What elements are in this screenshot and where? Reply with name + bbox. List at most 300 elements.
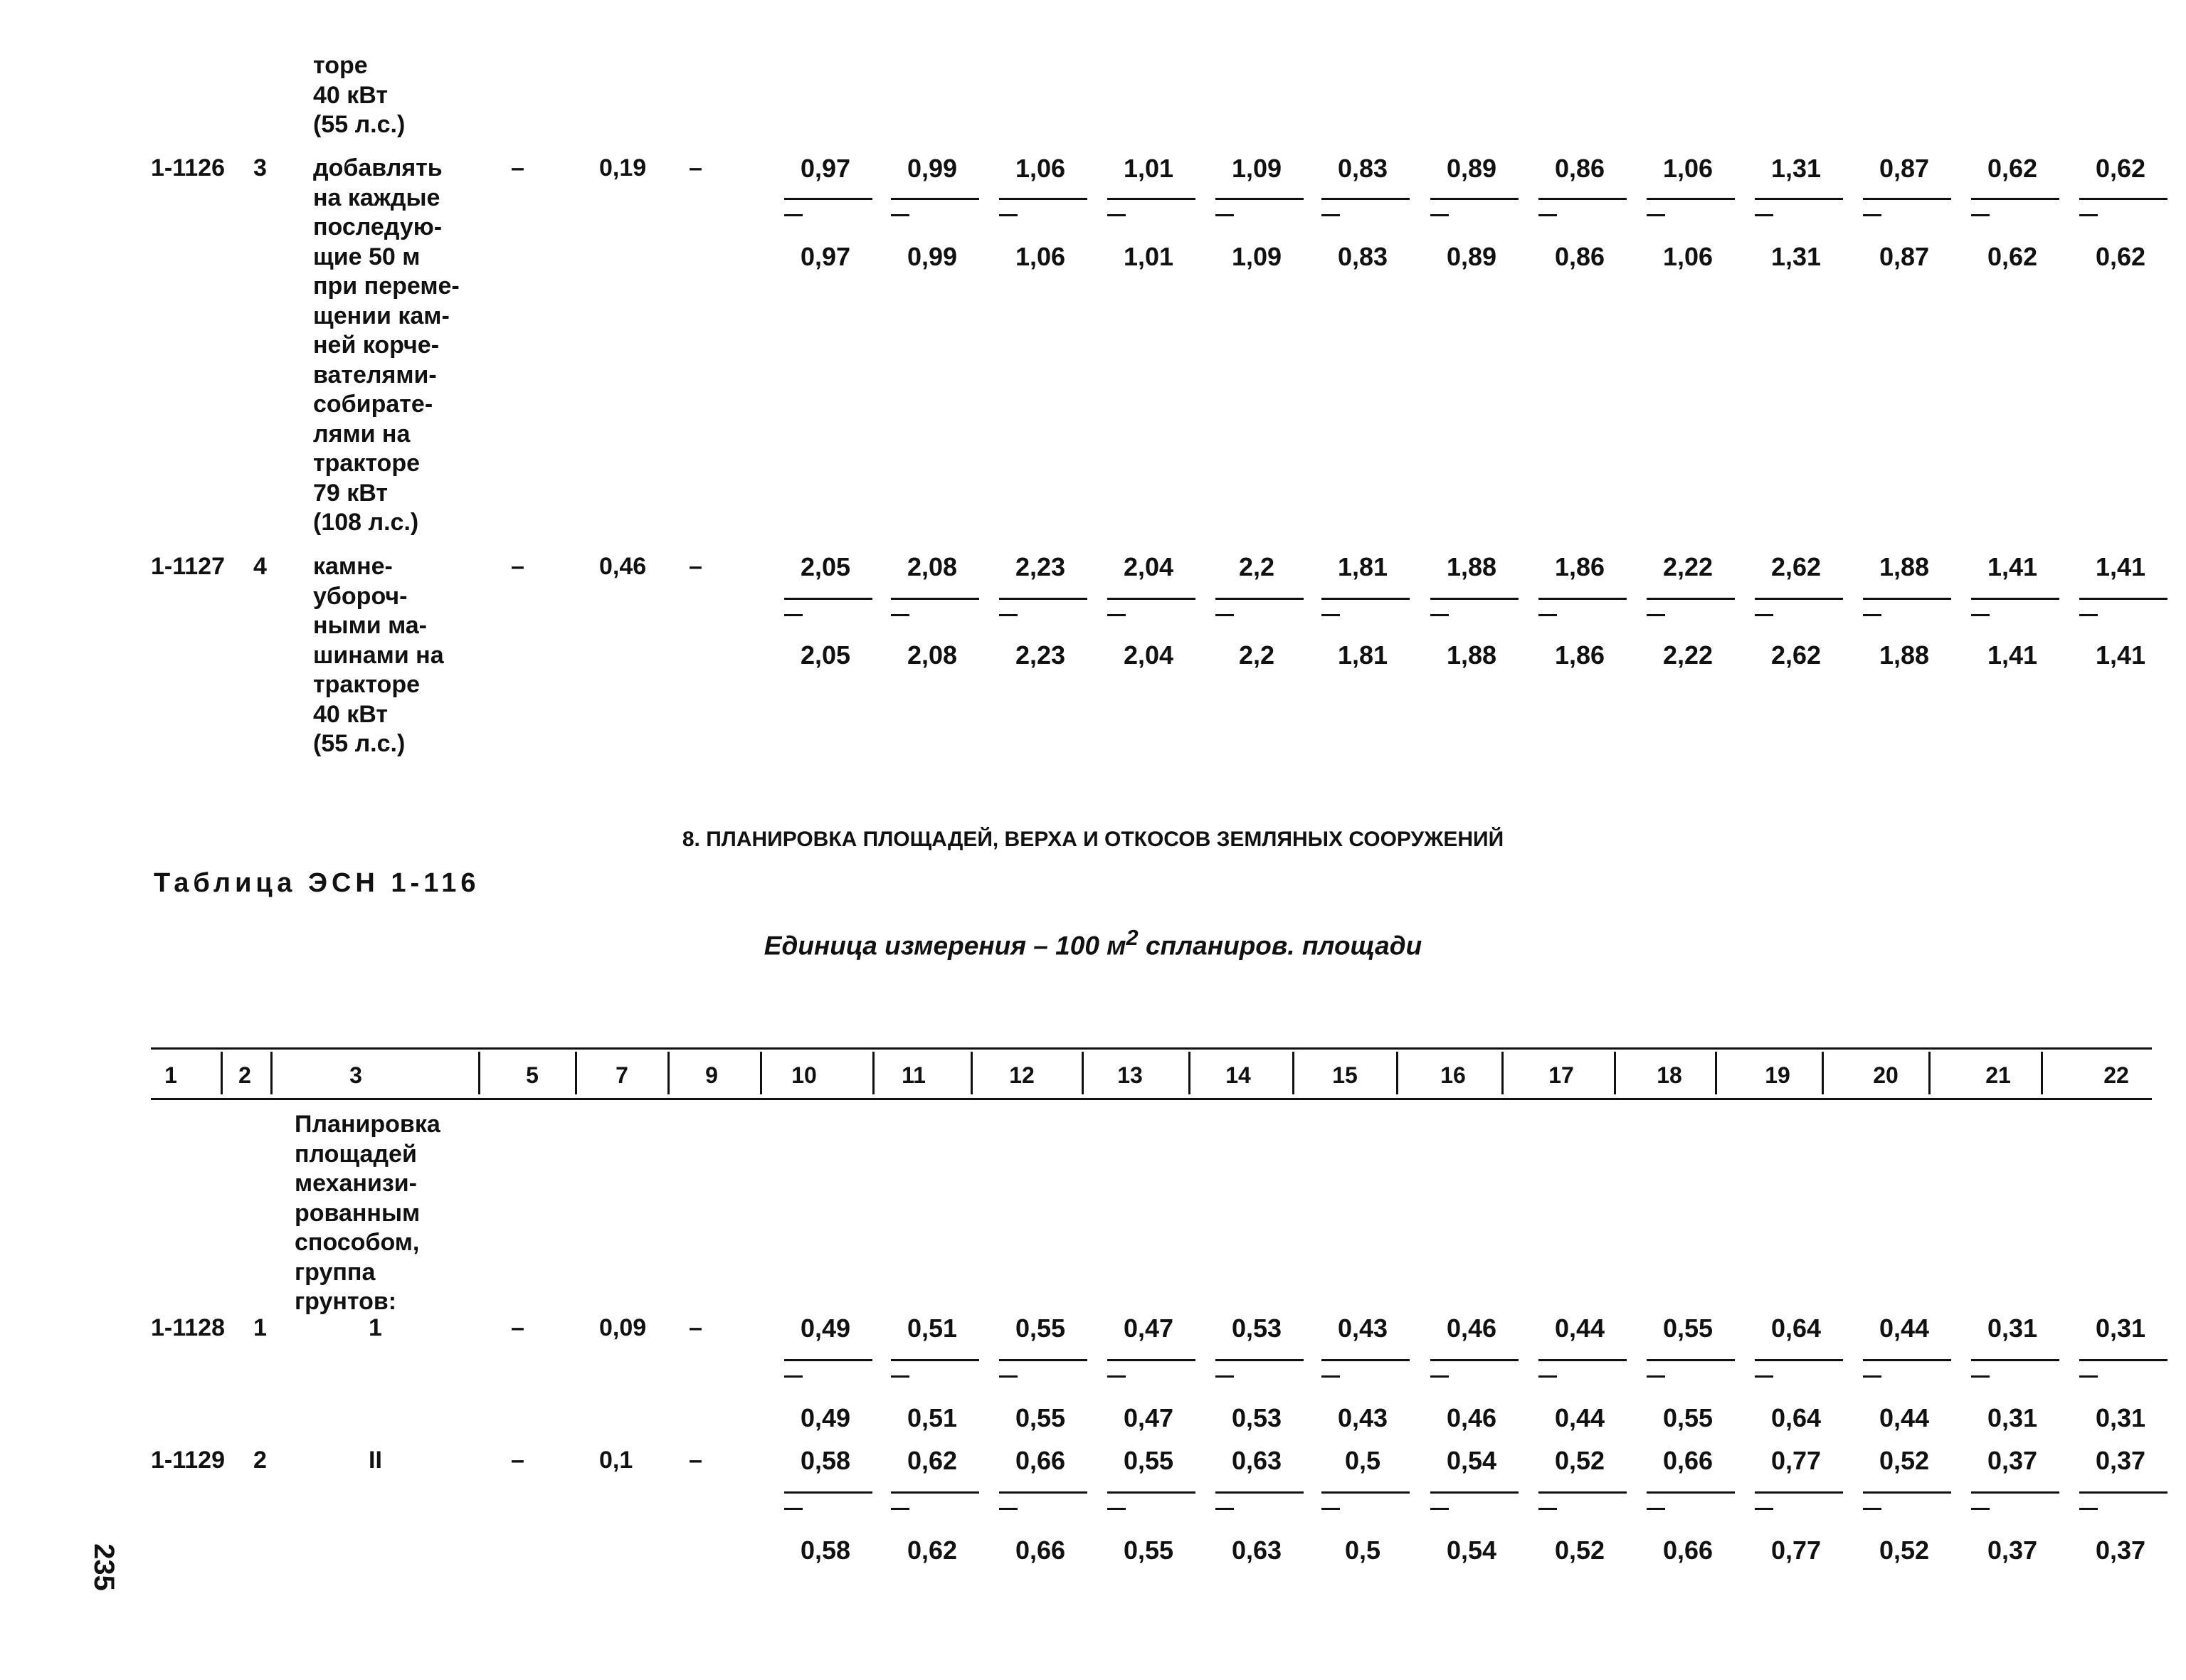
fraction-bar bbox=[1321, 598, 1410, 616]
column-divider bbox=[221, 1052, 223, 1094]
fraction-bar bbox=[999, 198, 1087, 216]
value-numerator: 0,63 bbox=[1231, 1446, 1282, 1475]
fraction-dash bbox=[1971, 1375, 1990, 1378]
fraction-line bbox=[1971, 598, 2059, 600]
value-denominator: 2,62 bbox=[1770, 640, 1822, 670]
fraction-bar bbox=[1321, 1491, 1410, 1510]
fraction-bar bbox=[999, 598, 1087, 616]
fraction-dash bbox=[1215, 1375, 1234, 1378]
column-divider bbox=[760, 1052, 762, 1094]
value-denominator: 0,5 bbox=[1344, 1536, 1381, 1565]
row-col9: – bbox=[689, 1447, 702, 1474]
fraction-line bbox=[1321, 1359, 1410, 1361]
row-code: 1-1129 bbox=[151, 1447, 225, 1474]
value-denominator: 0,53 bbox=[1231, 1403, 1282, 1432]
fraction-bar bbox=[1107, 1359, 1195, 1378]
fraction-bar bbox=[1755, 598, 1843, 616]
fraction-line bbox=[1107, 198, 1195, 200]
value-numerator: 1,06 bbox=[1015, 154, 1066, 183]
fraction-line bbox=[1430, 598, 1519, 600]
fraction-line bbox=[1107, 1359, 1195, 1361]
value-denominator: 0,62 bbox=[907, 1536, 958, 1565]
fraction-line bbox=[1647, 1491, 1735, 1494]
value-numerator: 1,01 bbox=[1123, 154, 1174, 183]
header-cell: 18 bbox=[1657, 1062, 1682, 1088]
fraction-dash bbox=[784, 614, 803, 616]
fraction-dash bbox=[1321, 214, 1340, 216]
fraction-line bbox=[1321, 598, 1410, 600]
table-title: Таблица ЭСН 1-116 bbox=[154, 868, 480, 898]
fraction-line bbox=[1971, 1491, 2059, 1494]
fraction-bar bbox=[1647, 1491, 1735, 1510]
fraction-dash bbox=[1538, 214, 1557, 216]
column-divider bbox=[1188, 1052, 1190, 1094]
fraction-dash bbox=[999, 1508, 1018, 1510]
fraction-bar bbox=[1215, 1359, 1304, 1378]
fraction-dash bbox=[1755, 1375, 1773, 1378]
unit-suffix: спланиров. площади bbox=[1138, 931, 1422, 961]
fraction-bar bbox=[891, 1359, 979, 1378]
value-numerator: 0,87 bbox=[1879, 154, 1930, 183]
fraction-bar bbox=[1538, 598, 1627, 616]
fraction-dash bbox=[891, 614, 909, 616]
column-divider bbox=[872, 1052, 875, 1094]
value-numerator: 0,44 bbox=[1879, 1314, 1930, 1343]
value-denominator: 0,51 bbox=[907, 1403, 958, 1432]
header-cell: 3 bbox=[349, 1062, 362, 1088]
fraction-line bbox=[1863, 1359, 1951, 1361]
fraction-bar bbox=[1538, 1491, 1627, 1510]
value-numerator: 0,86 bbox=[1554, 154, 1605, 183]
row-code: 1-1126 bbox=[151, 154, 225, 181]
header-top-rule bbox=[151, 1047, 2152, 1050]
value-numerator: 1,06 bbox=[1662, 154, 1714, 183]
row-col5: – bbox=[511, 1314, 524, 1341]
fraction-line bbox=[999, 598, 1087, 600]
row-number: 3 bbox=[253, 154, 267, 181]
row-col9: – bbox=[689, 1314, 702, 1341]
row-description: камне- убороч- ными ма- шинами на тракторе 40 кВт (55 л.с.) bbox=[313, 553, 444, 757]
value-numerator: 0,89 bbox=[1446, 154, 1497, 183]
fraction-line bbox=[784, 1359, 872, 1361]
value-denominator: 0,66 bbox=[1015, 1536, 1066, 1565]
column-divider bbox=[971, 1052, 973, 1094]
value-denominator: 1,41 bbox=[1987, 640, 2038, 670]
value-denominator: 2,22 bbox=[1662, 640, 1714, 670]
fraction-bar bbox=[1971, 198, 2059, 216]
fraction-dash bbox=[891, 214, 909, 216]
fraction-bar bbox=[1538, 1359, 1627, 1378]
value-denominator: 0,64 bbox=[1770, 1403, 1822, 1432]
section-title: 8. ПЛАНИРОВКА ПЛОЩАДЕЙ, ВЕРХА И ОТКОСОВ ЗЕМЛЯНЫХ СООРУЖЕНИЙ bbox=[682, 828, 1504, 851]
value-denominator: 2,2 bbox=[1238, 640, 1275, 670]
fraction-dash bbox=[999, 614, 1018, 616]
fraction-line bbox=[1107, 598, 1195, 600]
value-denominator: 1,09 bbox=[1231, 242, 1282, 271]
fraction-line bbox=[891, 1359, 979, 1361]
fraction-dash bbox=[1863, 1375, 1881, 1378]
fraction-dash bbox=[1755, 214, 1773, 216]
fraction-dash bbox=[1215, 614, 1234, 616]
fraction-bar bbox=[784, 1491, 872, 1510]
value-numerator: 0,37 bbox=[2095, 1446, 2146, 1475]
fraction-bar bbox=[1971, 598, 2059, 616]
column-divider bbox=[575, 1052, 577, 1094]
fraction-bar bbox=[1215, 598, 1304, 616]
row-col9: – bbox=[689, 154, 702, 181]
value-denominator: 1,81 bbox=[1337, 640, 1388, 670]
fraction-dash bbox=[1647, 1508, 1665, 1510]
fraction-dash bbox=[784, 1508, 803, 1510]
fraction-bar bbox=[1107, 598, 1195, 616]
value-denominator: 0,83 bbox=[1337, 242, 1388, 271]
fraction-bar bbox=[1647, 1359, 1735, 1378]
fraction-line bbox=[1863, 598, 1951, 600]
value-numerator: 0,53 bbox=[1231, 1314, 1282, 1343]
fraction-bar bbox=[1863, 1491, 1951, 1510]
value-denominator: 0,62 bbox=[1987, 242, 2038, 271]
fraction-dash bbox=[1321, 614, 1340, 616]
fraction-bar bbox=[1430, 1491, 1519, 1510]
unit-caption bbox=[0, 925, 2186, 961]
fraction-line bbox=[1863, 198, 1951, 200]
fraction-line bbox=[1971, 198, 2059, 200]
fraction-line bbox=[891, 198, 979, 200]
value-numerator: 0,5 bbox=[1344, 1446, 1381, 1475]
value-numerator: 2,08 bbox=[907, 552, 958, 581]
value-denominator: 0,46 bbox=[1446, 1403, 1497, 1432]
value-numerator: 0,62 bbox=[1987, 154, 2038, 183]
header-cell: 20 bbox=[1873, 1062, 1899, 1088]
fraction-bar bbox=[999, 1359, 1087, 1378]
header-cell: 19 bbox=[1765, 1062, 1790, 1088]
value-denominator: 1,06 bbox=[1662, 242, 1714, 271]
fraction-line bbox=[1430, 1491, 1519, 1494]
fraction-line bbox=[1321, 198, 1410, 200]
fraction-bar bbox=[2079, 1491, 2167, 1510]
fraction-bar bbox=[1863, 598, 1951, 616]
fraction-dash bbox=[891, 1508, 909, 1510]
header-cell: 7 bbox=[616, 1062, 628, 1088]
fraction-line bbox=[999, 198, 1087, 200]
fraction-bar bbox=[1107, 198, 1195, 216]
fraction-line bbox=[2079, 598, 2167, 600]
header-cell: 14 bbox=[1225, 1062, 1251, 1088]
value-denominator: 0,66 bbox=[1662, 1536, 1714, 1565]
header-cell: 1 bbox=[164, 1062, 177, 1088]
value-numerator: 2,2 bbox=[1238, 552, 1275, 581]
fraction-bar bbox=[1647, 598, 1735, 616]
value-denominator: 0,47 bbox=[1123, 1403, 1174, 1432]
column-divider bbox=[1614, 1052, 1616, 1094]
value-denominator: 1,06 bbox=[1015, 242, 1066, 271]
fraction-bar bbox=[784, 598, 872, 616]
header-cell: 9 bbox=[705, 1062, 718, 1088]
fraction-line bbox=[784, 1491, 872, 1494]
fraction-line bbox=[1430, 1359, 1519, 1361]
fraction-dash bbox=[1647, 1375, 1665, 1378]
fraction-line bbox=[1538, 198, 1627, 200]
fraction-line bbox=[1215, 198, 1304, 200]
fraction-dash bbox=[1538, 614, 1557, 616]
row-code: 1-1128 bbox=[151, 1314, 225, 1341]
row-number: 4 bbox=[253, 553, 267, 580]
fraction-bar bbox=[1538, 198, 1627, 216]
value-numerator: 0,51 bbox=[907, 1314, 958, 1343]
fraction-bar bbox=[999, 1491, 1087, 1510]
value-denominator: 0,55 bbox=[1662, 1403, 1714, 1432]
value-denominator: 1,88 bbox=[1446, 640, 1497, 670]
row-description: 1 bbox=[369, 1314, 382, 1341]
row-col7: 0,09 bbox=[599, 1314, 647, 1341]
fraction-line bbox=[1755, 598, 1843, 600]
value-numerator: 0,31 bbox=[2095, 1314, 2146, 1343]
value-denominator: 1,01 bbox=[1123, 242, 1174, 271]
fraction-line bbox=[2079, 1491, 2167, 1494]
fraction-line bbox=[1538, 598, 1627, 600]
fraction-line bbox=[1755, 1359, 1843, 1361]
row-col5: – bbox=[511, 1447, 524, 1474]
fraction-dash bbox=[1430, 1508, 1449, 1510]
row-col7: 0,19 bbox=[599, 154, 647, 181]
fraction-bar bbox=[2079, 1359, 2167, 1378]
row-col7: 0,46 bbox=[599, 553, 647, 580]
value-denominator: 0,49 bbox=[800, 1403, 851, 1432]
fraction-bar bbox=[1215, 1491, 1304, 1510]
fraction-dash bbox=[1430, 214, 1449, 216]
header-cell: 17 bbox=[1548, 1062, 1574, 1088]
value-numerator: 0,31 bbox=[1987, 1314, 2038, 1343]
header-cell: 21 bbox=[1985, 1062, 2011, 1088]
fraction-dash bbox=[2079, 614, 2098, 616]
header-cell: 22 bbox=[2103, 1062, 2129, 1088]
column-divider bbox=[478, 1052, 480, 1094]
value-numerator: 0,52 bbox=[1554, 1446, 1605, 1475]
value-denominator: 0,52 bbox=[1554, 1536, 1605, 1565]
fraction-dash bbox=[1647, 614, 1665, 616]
fraction-dash bbox=[1863, 1508, 1881, 1510]
fraction-bar bbox=[891, 598, 979, 616]
fraction-line bbox=[999, 1491, 1087, 1494]
value-denominator: 2,05 bbox=[800, 640, 851, 670]
fraction-line bbox=[1755, 198, 1843, 200]
fraction-dash bbox=[1215, 1508, 1234, 1510]
column-divider bbox=[1501, 1052, 1504, 1094]
fraction-dash bbox=[1321, 1508, 1340, 1510]
value-numerator: 0,62 bbox=[2095, 154, 2146, 183]
value-numerator: 0,55 bbox=[1662, 1314, 1714, 1343]
row-description: добавлять на каждые последую- щие 50 м при переме- щении кам- ней корче- вателями- собирате- лями на тракторе 79 кВт (108 л.с.) bbox=[313, 154, 460, 536]
value-numerator: 0,49 bbox=[800, 1314, 851, 1343]
fraction-line bbox=[1647, 1359, 1735, 1361]
value-numerator: 1,41 bbox=[1987, 552, 2038, 581]
value-denominator: 0,89 bbox=[1446, 242, 1497, 271]
fraction-line bbox=[1215, 598, 1304, 600]
value-denominator: 0,97 bbox=[800, 242, 851, 271]
row-number: 1 bbox=[253, 1314, 267, 1341]
column-divider bbox=[2041, 1052, 2043, 1094]
header-bottom-rule bbox=[151, 1098, 2152, 1100]
value-denominator: 0,52 bbox=[1879, 1536, 1930, 1565]
fraction-dash bbox=[1215, 214, 1234, 216]
page-number: 235 bbox=[88, 1543, 120, 1591]
value-denominator: 0,31 bbox=[2095, 1403, 2146, 1432]
column-divider bbox=[1292, 1052, 1294, 1094]
value-numerator: 0,99 bbox=[907, 154, 958, 183]
fraction-bar bbox=[1215, 198, 1304, 216]
fraction-dash bbox=[1755, 1508, 1773, 1510]
value-denominator: 0,43 bbox=[1337, 1403, 1388, 1432]
value-denominator: 0,55 bbox=[1015, 1403, 1066, 1432]
column-divider bbox=[270, 1052, 273, 1094]
value-numerator: 2,62 bbox=[1770, 552, 1822, 581]
fraction-dash bbox=[999, 214, 1018, 216]
header-cell: 11 bbox=[902, 1062, 926, 1088]
value-numerator: 0,55 bbox=[1123, 1446, 1174, 1475]
value-numerator: 0,66 bbox=[1015, 1446, 1066, 1475]
value-denominator: 2,23 bbox=[1015, 640, 1066, 670]
unit-prefix: Единица измерения – 100 м bbox=[764, 931, 1126, 961]
fraction-line bbox=[1647, 598, 1735, 600]
value-denominator: 0,37 bbox=[2095, 1536, 2146, 1565]
fraction-bar bbox=[784, 1359, 872, 1378]
fraction-dash bbox=[1971, 214, 1990, 216]
value-numerator: 1,41 bbox=[2095, 552, 2146, 581]
fraction-dash bbox=[1107, 1508, 1126, 1510]
fraction-bar bbox=[891, 1491, 979, 1510]
value-numerator: 0,44 bbox=[1554, 1314, 1605, 1343]
header-cell: 16 bbox=[1440, 1062, 1466, 1088]
fraction-line bbox=[1538, 1491, 1627, 1494]
value-denominator: 1,88 bbox=[1879, 640, 1930, 670]
fraction-dash bbox=[1538, 1508, 1557, 1510]
fraction-bar bbox=[1430, 1359, 1519, 1378]
value-numerator: 0,46 bbox=[1446, 1314, 1497, 1343]
value-numerator: 0,43 bbox=[1337, 1314, 1388, 1343]
value-numerator: 0,77 bbox=[1770, 1446, 1822, 1475]
fraction-line bbox=[1321, 1491, 1410, 1494]
fraction-line bbox=[1215, 1359, 1304, 1361]
value-denominator: 1,31 bbox=[1770, 242, 1822, 271]
continued-description: торе 40 кВт (55 л.с.) bbox=[313, 52, 406, 138]
value-denominator: 0,62 bbox=[2095, 242, 2146, 271]
fraction-line bbox=[784, 598, 872, 600]
fraction-dash bbox=[1107, 1375, 1126, 1378]
value-numerator: 1,31 bbox=[1770, 154, 1822, 183]
value-numerator: 1,81 bbox=[1337, 552, 1388, 581]
fraction-dash bbox=[1755, 614, 1773, 616]
value-numerator: 0,55 bbox=[1015, 1314, 1066, 1343]
fraction-dash bbox=[2079, 1508, 2098, 1510]
header-cell: 13 bbox=[1117, 1062, 1143, 1088]
value-numerator: 1,86 bbox=[1554, 552, 1605, 581]
fraction-line bbox=[2079, 1359, 2167, 1361]
fraction-line bbox=[891, 1491, 979, 1494]
header-cell: 10 bbox=[791, 1062, 817, 1088]
fraction-bar bbox=[1755, 1359, 1843, 1378]
fraction-dash bbox=[1107, 614, 1126, 616]
fraction-bar bbox=[1107, 1491, 1195, 1510]
fraction-line bbox=[999, 1359, 1087, 1361]
column-divider bbox=[1822, 1052, 1824, 1094]
header-cell: 5 bbox=[526, 1062, 539, 1088]
header-cell: 15 bbox=[1332, 1062, 1358, 1088]
value-numerator: 0,66 bbox=[1662, 1446, 1714, 1475]
fraction-bar bbox=[2079, 598, 2167, 616]
value-numerator: 2,22 bbox=[1662, 552, 1714, 581]
column-divider bbox=[1396, 1052, 1398, 1094]
value-numerator: 1,88 bbox=[1879, 552, 1930, 581]
fraction-dash bbox=[1430, 1375, 1449, 1378]
value-numerator: 0,54 bbox=[1446, 1446, 1497, 1475]
fraction-line bbox=[891, 598, 979, 600]
fraction-dash bbox=[1107, 214, 1126, 216]
column-divider bbox=[1928, 1052, 1931, 1094]
fraction-line bbox=[2079, 198, 2167, 200]
fraction-line bbox=[1430, 198, 1519, 200]
fraction-dash bbox=[1647, 214, 1665, 216]
row-col5: – bbox=[511, 154, 524, 181]
fraction-bar bbox=[2079, 198, 2167, 216]
value-denominator: 0,44 bbox=[1879, 1403, 1930, 1432]
fraction-line bbox=[1971, 1359, 2059, 1361]
fraction-dash bbox=[1863, 614, 1881, 616]
fraction-line bbox=[1107, 1491, 1195, 1494]
column-divider bbox=[1715, 1052, 1717, 1094]
fraction-bar bbox=[891, 198, 979, 216]
value-numerator: 0,52 bbox=[1879, 1446, 1930, 1475]
fraction-line bbox=[1538, 1359, 1627, 1361]
value-denominator: 0,31 bbox=[1987, 1403, 2038, 1432]
value-numerator: 0,64 bbox=[1770, 1314, 1822, 1343]
fraction-dash bbox=[1321, 1375, 1340, 1378]
value-denominator: 0,99 bbox=[907, 242, 958, 271]
fraction-dash bbox=[1863, 214, 1881, 216]
fraction-bar bbox=[1863, 1359, 1951, 1378]
fraction-dash bbox=[1430, 614, 1449, 616]
row-col5: – bbox=[511, 553, 524, 580]
value-denominator: 1,41 bbox=[2095, 640, 2146, 670]
fraction-bar bbox=[1971, 1359, 2059, 1378]
fraction-bar bbox=[1647, 198, 1735, 216]
fraction-bar bbox=[1971, 1491, 2059, 1510]
fraction-bar bbox=[1863, 198, 1951, 216]
value-numerator: 0,62 bbox=[907, 1446, 958, 1475]
value-denominator: 0,77 bbox=[1770, 1536, 1822, 1565]
fraction-bar bbox=[1755, 1491, 1843, 1510]
fraction-line bbox=[1755, 1491, 1843, 1494]
fraction-dash bbox=[784, 214, 803, 216]
column-divider bbox=[667, 1052, 670, 1094]
value-numerator: 0,58 bbox=[800, 1446, 851, 1475]
column-divider bbox=[1082, 1052, 1084, 1094]
fraction-dash bbox=[999, 1375, 1018, 1378]
fraction-bar bbox=[1430, 198, 1519, 216]
fraction-bar bbox=[1321, 1359, 1410, 1378]
value-numerator: 2,23 bbox=[1015, 552, 1066, 581]
fraction-bar bbox=[1755, 198, 1843, 216]
fraction-bar bbox=[1321, 198, 1410, 216]
fraction-line bbox=[1863, 1491, 1951, 1494]
value-numerator: 1,09 bbox=[1231, 154, 1282, 183]
fraction-dash bbox=[1971, 1508, 1990, 1510]
fraction-line bbox=[1647, 198, 1735, 200]
fraction-dash bbox=[891, 1375, 909, 1378]
value-numerator: 2,04 bbox=[1123, 552, 1174, 581]
fraction-dash bbox=[1538, 1375, 1557, 1378]
value-numerator: 0,97 bbox=[800, 154, 851, 183]
value-denominator: 0,44 bbox=[1554, 1403, 1605, 1432]
